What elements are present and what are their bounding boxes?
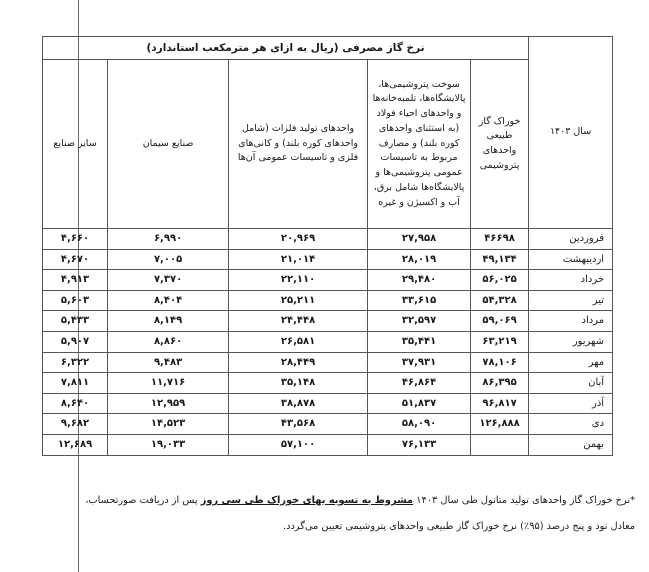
col-header-metals: واحدهای تولید فلزات (شامل واحدهای کوره بلند) و کانی‌های فلزی و تاسیسات عمومی آن‌ها [229,60,368,229]
value-cell: ۶,۳۲۲ [43,352,108,373]
footnote-line-1 [5,488,635,514]
footnote-text: *نرخ خوراک گاز واحدهای تولید متانول طی سال ۱۴۰۳ [413,495,635,506]
value-cell: ۴۳,۵۶۸ [229,414,368,435]
value-cell: ۴۶۶۹۸ [471,229,529,250]
value-cell: ۵۶,۰۲۵ [471,270,529,291]
footnote-text: پس از دریافت صورتحساب، [85,495,201,506]
month-cell: مرداد [529,311,613,332]
year-header: سال ۱۴۰۳ [529,37,613,229]
table-row [43,434,613,455]
value-cell: ۴۹,۱۳۴ [471,249,529,270]
table-row [43,414,613,435]
value-cell: ۳۲,۵۹۷ [368,311,471,332]
table-row [43,373,613,394]
value-cell: ۵۷,۱۰۰ [229,434,368,455]
value-cell: ۳۵,۴۴۱ [368,331,471,352]
value-cell: ۲۸,۴۴۹ [229,352,368,373]
value-cell: ۷۸,۱۰۶ [471,352,529,373]
col-header-petrochem-feed: خوراک گاز طبیعی واحدهای پتروشیمی [471,60,529,229]
footnote-line-2: معادل نود و پنج درصد (۹۵٪) نرخ خوراک گاز طبیعی واحدهای پتروشیمی تعیین می‌گردد. [282,521,635,532]
month-cell: شهریور [529,331,613,352]
month-cell: بهمن [529,434,613,455]
col-header-petrochem-fuel: سوخت پتروشیمی‌ها، پالایشگاه‌ها، تلمبه‌خانه‌ها و واحدهای احیاء فولاد (به استثنای واحدهای کوره بلند) و مصارف مربوط به تاسیسات عمومی پتروشیمی‌ها و پالایشگاه‌ها شامل برق، آب و اکسیژن و غیره [368,60,471,229]
value-cell: ۵۱,۸۳۷ [368,393,471,414]
value-cell: ۱۹,۰۳۳ [108,434,229,455]
month-cell: دی [529,414,613,435]
month-cell: آبان [529,373,613,394]
value-cell: ۵,۴۳۳ [43,311,108,332]
value-cell: ۹,۴۸۳ [108,352,229,373]
table-row [43,393,613,414]
value-cell: ۷۶,۱۳۳ [368,434,471,455]
value-cell: ۶,۹۹۰ [108,229,229,250]
table-row [43,352,613,373]
value-cell: ۴,۶۶۰ [43,229,108,250]
value-cell: ۹,۶۸۲ [43,414,108,435]
value-cell: ۲۸,۰۱۹ [368,249,471,270]
value-cell: ۸,۸۶۰ [108,331,229,352]
month-cell: اردیبهشت [529,249,613,270]
table-row [43,270,613,291]
value-cell: ۸,۱۴۹ [108,311,229,332]
value-cell: ۶۳,۲۱۹ [471,331,529,352]
value-cell: ۱۲۶,۸۸۸ [471,414,529,435]
table-row [43,249,613,270]
value-cell: ۷,۸۱۱ [43,373,108,394]
value-cell: ۲۷,۹۵۸ [368,229,471,250]
value-cell: ۱۴,۵۲۳ [108,414,229,435]
value-cell: ۸۶,۳۹۵ [471,373,529,394]
value-cell: ۳۵,۱۴۸ [229,373,368,394]
value-cell: ۴,۹۱۳ [43,270,108,291]
value-cell: ۴۶,۸۶۴ [368,373,471,394]
value-cell: ۵۹,۰۶۹ [471,311,529,332]
value-cell: ۲۰,۹۶۹ [229,229,368,250]
value-cell: ۲۵,۲۱۱ [229,290,368,311]
month-cell: مهر [529,352,613,373]
value-cell: ۲۹,۴۸۰ [368,270,471,291]
value-cell: ۳۳,۶۱۵ [368,290,471,311]
table-row [43,229,613,250]
value-cell: ۷,۰۰۵ [108,249,229,270]
table-row [43,290,613,311]
value-cell: ۵۸,۰۹۰ [368,414,471,435]
value-cell: ۴,۶۷۰ [43,249,108,270]
value-cell: ۹۶,۸۱۷ [471,393,529,414]
col-header-other: سایر صنایع [43,60,108,229]
value-cell [471,434,529,455]
value-cell: ۱۲,۹۵۹ [108,393,229,414]
value-cell: ۲۴,۴۴۸ [229,311,368,332]
footnote-condition-underlined: مشروط به تسویه بهای خوراک طی سی روز [200,495,414,506]
value-cell: ۳۷,۹۳۱ [368,352,471,373]
value-cell: ۲۲,۱۱۰ [229,270,368,291]
month-cell: فروردین [529,229,613,250]
table-title: نرخ گاز مصرفی (ریال به ازای هر مترمکعب استاندارد) [43,37,529,60]
value-cell: ۳۸,۸۷۸ [229,393,368,414]
gas-rates-table [42,36,613,456]
value-cell: ۷,۳۷۰ [108,270,229,291]
value-cell: ۱۲,۶۸۹ [43,434,108,455]
value-cell: ۱۱,۷۱۶ [108,373,229,394]
footnote [5,488,635,540]
value-cell: ۵,۶۰۳ [43,290,108,311]
value-cell: ۲۱,۰۱۴ [229,249,368,270]
month-cell: آذر [529,393,613,414]
table-row [43,311,613,332]
table-row [43,331,613,352]
value-cell: ۲۶,۵۸۱ [229,331,368,352]
value-cell: ۸,۶۴۰ [43,393,108,414]
col-header-cement: صنایع سیمان [108,60,229,229]
month-cell: تیر [529,290,613,311]
month-cell: خرداد [529,270,613,291]
value-cell: ۸,۴۰۴ [108,290,229,311]
value-cell: ۵,۹۰۷ [43,331,108,352]
value-cell: ۵۴,۳۲۸ [471,290,529,311]
